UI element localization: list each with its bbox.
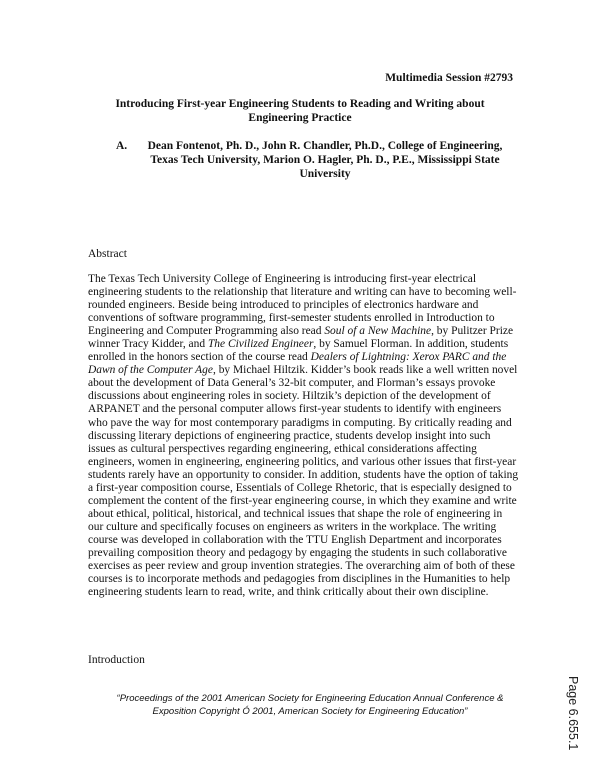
- abstract-text-3: , by Samuel Florman. In addition, students enrolled in the honors section of the course read: [88, 338, 509, 364]
- abstract-heading: Abstract: [88, 248, 127, 260]
- abstract-text-2: , by Pulitzer Prize winner Tracy Kidder, and: [88, 325, 514, 351]
- author-text: [134, 139, 516, 181]
- book-title-civilized-engineer: The Civilized Engineer: [207, 338, 314, 351]
- author-line-1: Dean Fontenot, Ph. D., John R. Chandler, Ph.D., College of Engineering,: [147, 140, 503, 152]
- author-block: [116, 139, 516, 181]
- author-line-2: Texas Tech University, Marion O. Hagler, Ph. D., P.E., Mississippi State: [150, 154, 500, 166]
- footer-line-1: “Proceedings of the 2001 American Society for Engineering Education Annual Conference &: [116, 693, 504, 704]
- author-list-marker: A.: [116, 140, 128, 152]
- book-title-soul-of-a-new-machine: Soul of a New Machine: [324, 325, 432, 338]
- author-line-3: University: [299, 168, 351, 180]
- book-title-dealers-of-lightning: Dealers of Lightning: Xerox PARC and the Dawn of the Computer Age: [88, 351, 507, 377]
- paper-title-line-1: Introducing First-year Engineering Students to Reading and Writing about: [115, 98, 485, 110]
- paper-title: [100, 97, 500, 125]
- abstract-text-1: The Texas Tech University College of Engineering is introducing first-year electrical engineering students to the relationship that literature and writing can have to becoming well-rounded engineers. Beside being introduced to principles of electronics hardware and conventions of software programming, first-semester students enrolled in Introduction to Engineering and Computer Programming also read: [88, 273, 517, 338]
- session-label: Multimedia Session #2793: [385, 72, 513, 84]
- footer-line-2: Exposition Copyright Ó 2001, American Society for Engineering Education”: [152, 706, 468, 717]
- abstract-text-4: , by Michael Hiltzik. Kidder’s book reads like a well written novel about the development of Data General’s 32-bit computer, and Florman’s essays provoke discussions about engineering roles in society. Hiltzik’s depiction of the development of ARPANET and the personal computer allows first-year students to identify with engineers who pave the way for most contemporary paradigms in computing. By critically reading and discussing literary depictions of engineering practice, students develop insight into such issues as cultural perspectives regarding engineering, ethical considerations affecting engineers, women in engineering, engineering politics, and various other issues that first-year students rarely have an opportunity to consider. In addition, students have the option of taking a first-year composition course, Essentials of College Rhetoric, that is especially designed to complement the content of the first-year engineering course, in which they examine and write about ethical, political, historical, and technical issues that shape the role of engineering in our culture and specifically focuses on engineers as writers in the workplace. The writing course was developed in collaboration with the TTU English Department and incorporates prevailing composition theory and pedagogy by engaging the students in such collaborative exercises as peer review and group invention strategies. The overarching aim of both of these courses is to incorporate methods and pedagogies from disciplines in the Humanities to help engineering students learn to read, write, and think critically about their own discipline.: [88, 364, 519, 599]
- proceedings-footer: [90, 692, 530, 718]
- paper-title-line-2: Engineering Practice: [248, 112, 352, 124]
- page-number-stamp: Page 6.655.1: [566, 676, 580, 751]
- abstract-paragraph: [88, 273, 520, 599]
- introduction-heading: Introduction: [88, 654, 145, 666]
